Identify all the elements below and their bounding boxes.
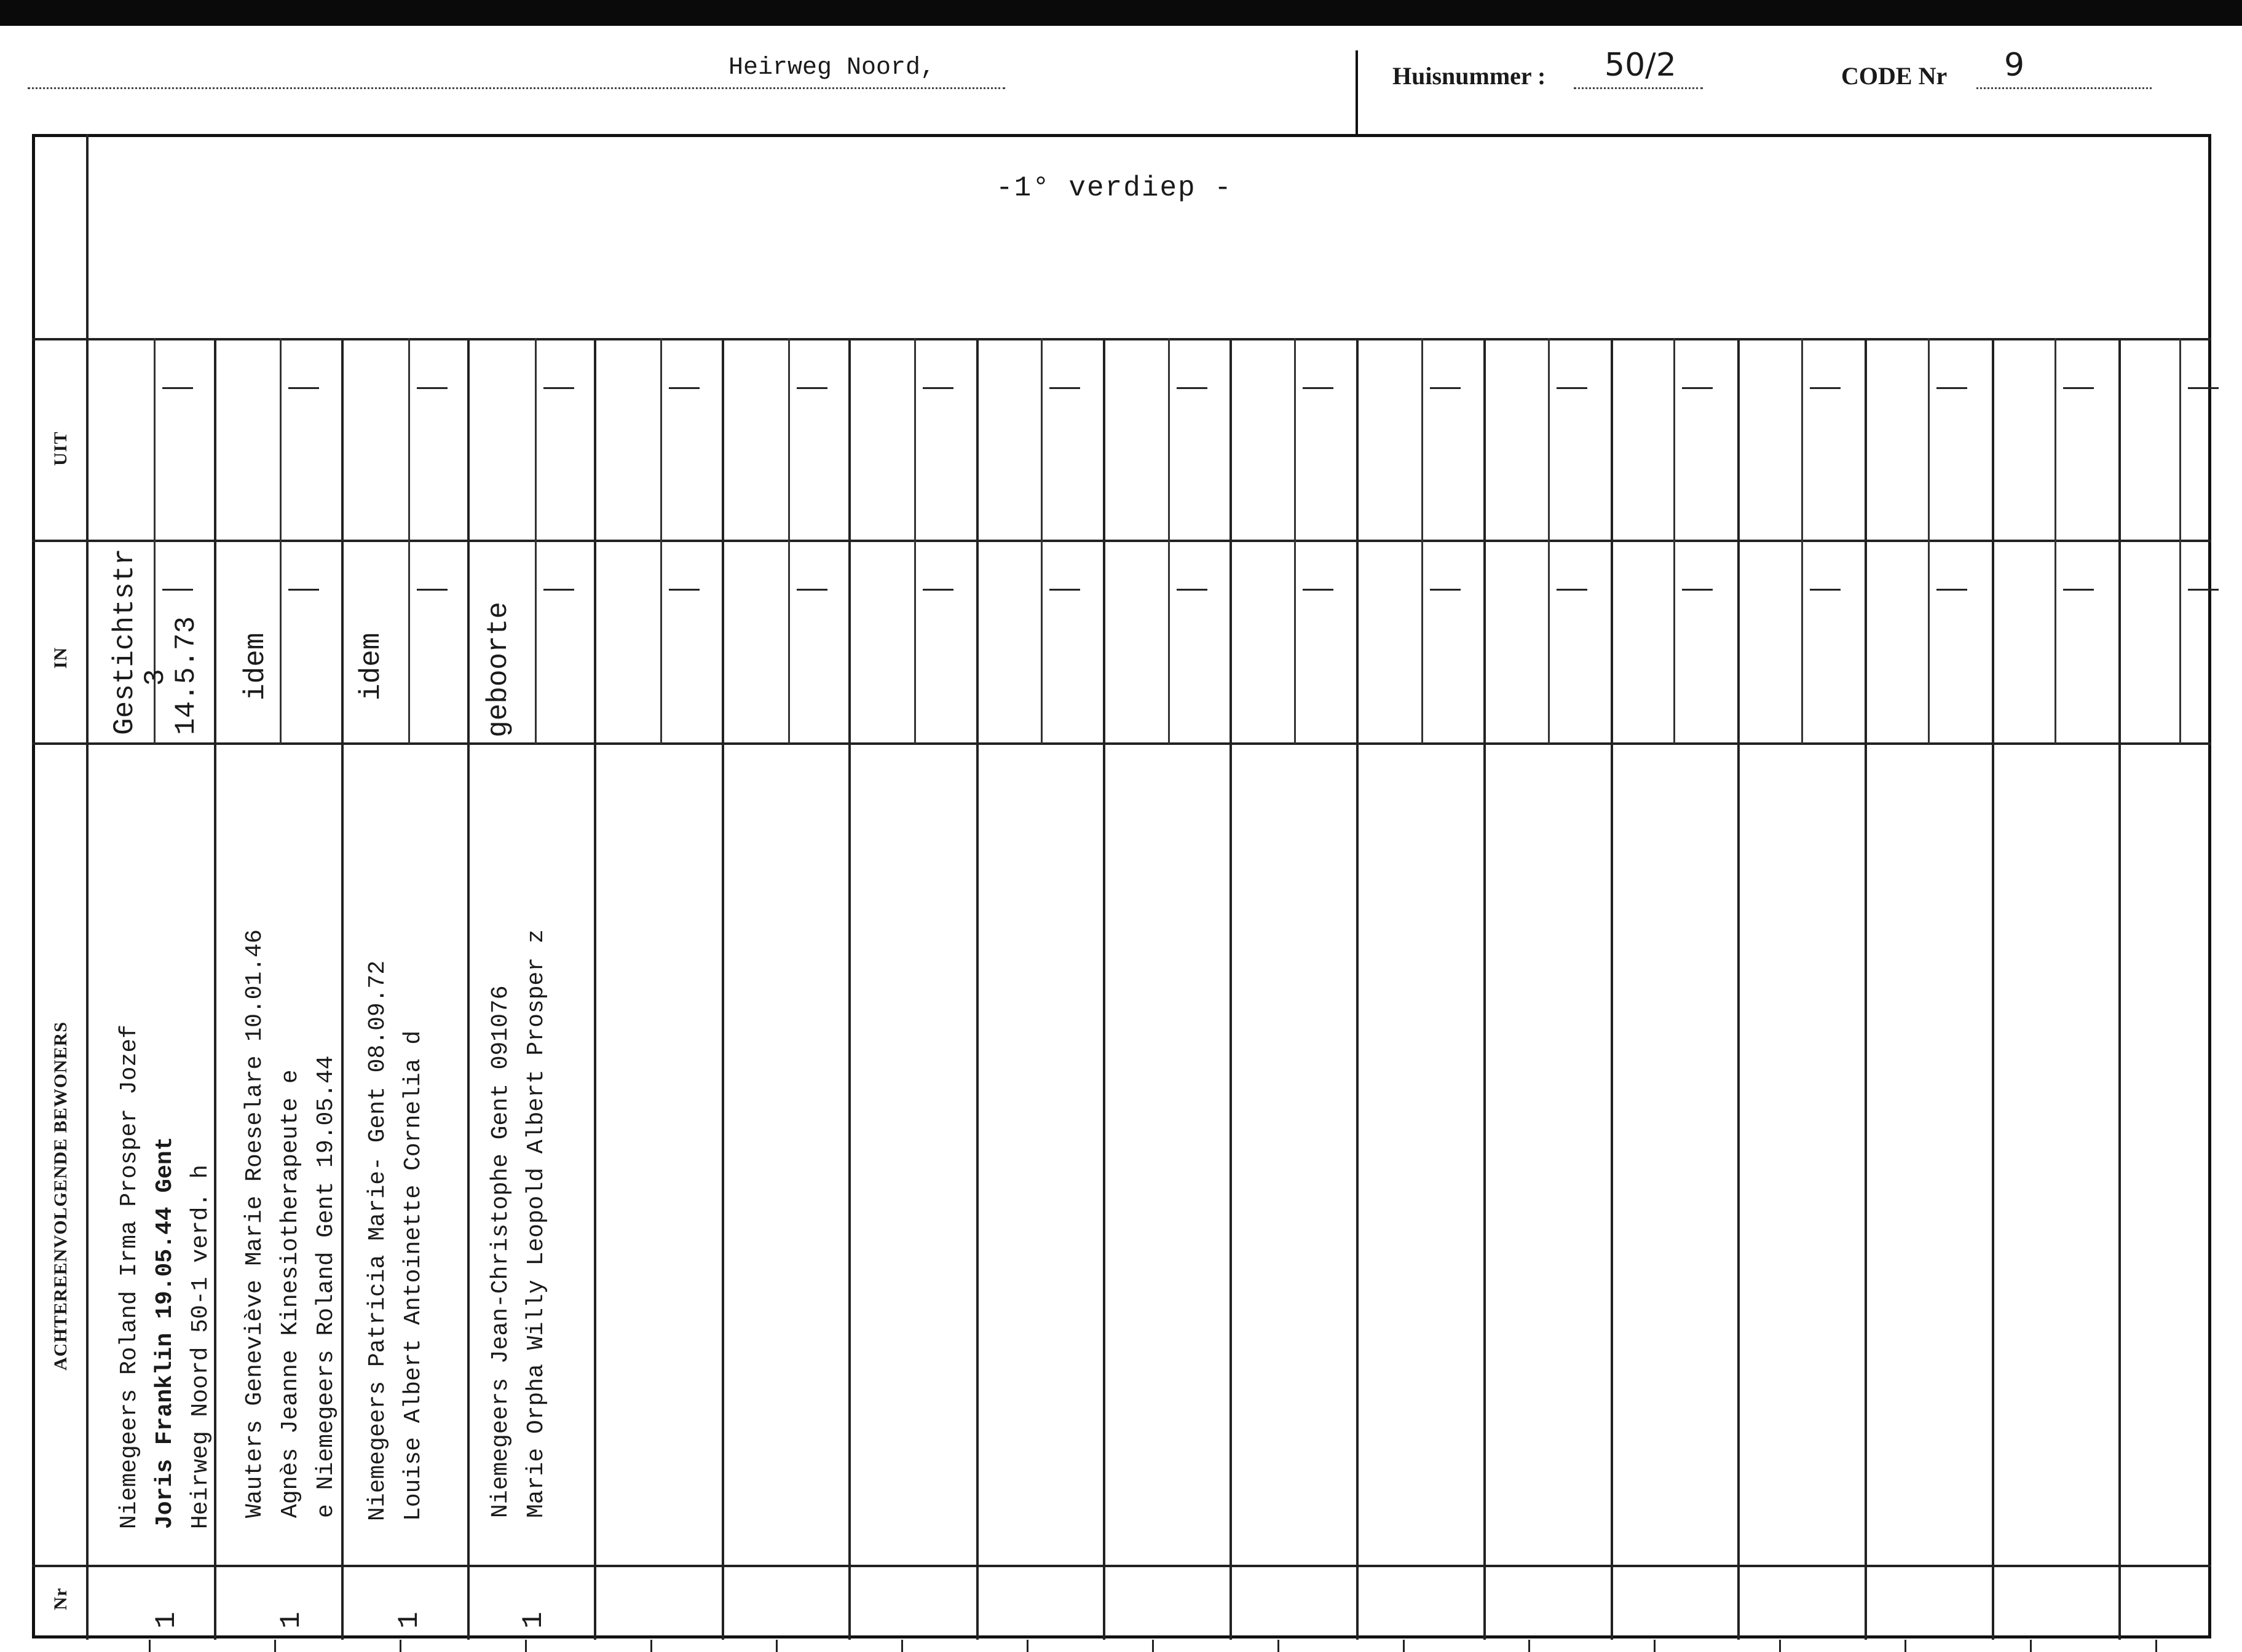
floor-title: -1° verdiep - bbox=[996, 172, 1233, 204]
sub-column-line-13 bbox=[1673, 338, 1675, 744]
uit-dash-14 bbox=[1810, 387, 1841, 389]
bottom-tick-17 bbox=[2155, 1640, 2157, 1652]
bottom-tick-9 bbox=[1152, 1640, 1154, 1652]
bottom-tick-12 bbox=[1528, 1640, 1530, 1652]
uit-dash-12 bbox=[1557, 387, 1587, 389]
nr-top-line bbox=[32, 1565, 2211, 1567]
uit-dash-11 bbox=[1430, 387, 1461, 389]
in-top-line bbox=[32, 540, 2211, 542]
resident-1-nr: 1 bbox=[151, 1611, 183, 1629]
sub-column-line-12 bbox=[1548, 338, 1550, 744]
in-dash-13 bbox=[1682, 589, 1713, 591]
uit-dash-17 bbox=[2188, 387, 2219, 389]
register-frame bbox=[32, 134, 2211, 1638]
code-value: 9 bbox=[2004, 47, 2025, 84]
uit-dash-13 bbox=[1682, 387, 1713, 389]
sub-column-line-17 bbox=[2179, 338, 2181, 744]
bottom-tick-6 bbox=[776, 1640, 778, 1652]
resident-4-in: geboorte bbox=[483, 602, 515, 738]
sub-column-line-16 bbox=[2055, 338, 2056, 744]
street-dotted-line bbox=[28, 87, 1005, 89]
column-line-15 bbox=[1992, 338, 1994, 1640]
in-dash-3 bbox=[417, 589, 448, 591]
sub-column-line-5 bbox=[660, 338, 662, 744]
resident-1-in: Gestichtstr 3 14.5.73 bbox=[109, 548, 202, 735]
uit-dash-1 bbox=[162, 387, 193, 389]
sub-column-line-9 bbox=[1168, 338, 1170, 744]
uit-label: UIT bbox=[50, 431, 71, 466]
in-label: IN bbox=[50, 647, 71, 669]
sub-column-line-7 bbox=[914, 338, 916, 744]
nr-label: Nr bbox=[50, 1587, 71, 1610]
resident-1-entry: Niemegeers Roland Irma Prosper Jozef Joris Franklin 19.05.44 Gent Heirweg Noord 50-1 verd. h bbox=[116, 1025, 214, 1529]
in-dash-8 bbox=[1049, 589, 1080, 591]
resident-4-entry: Niemegeers Jean-Christophe Gent 091076 Marie Orpha Willy Leopold Albert Prosper z bbox=[487, 929, 550, 1518]
sub-column-line-8 bbox=[1041, 338, 1043, 744]
in-dash-6 bbox=[797, 589, 827, 591]
in-dash-15 bbox=[1936, 589, 1967, 591]
huisnummer-value: 50/2 bbox=[1605, 47, 1676, 84]
column-line-11 bbox=[1483, 338, 1486, 1640]
bottom-tick-1 bbox=[149, 1640, 151, 1652]
bottom-tick-8 bbox=[1027, 1640, 1028, 1652]
top-scan-border bbox=[0, 0, 2242, 26]
bewoners-top-line bbox=[32, 742, 2211, 745]
column-line-8 bbox=[1103, 338, 1105, 1640]
code-dotted-line bbox=[1976, 87, 2152, 89]
uit-top-line bbox=[32, 338, 2211, 340]
uit-dash-8 bbox=[1049, 387, 1080, 389]
bottom-tick-2 bbox=[274, 1640, 276, 1652]
column-line-13 bbox=[1737, 338, 1740, 1640]
bottom-tick-5 bbox=[650, 1640, 652, 1652]
huisnummer-label: Huisnummer : bbox=[1392, 62, 1546, 90]
in-dash-9 bbox=[1177, 589, 1207, 591]
uit-dash-3 bbox=[417, 387, 448, 389]
column-line-7 bbox=[976, 338, 979, 1640]
bottom-tick-10 bbox=[1277, 1640, 1279, 1652]
column-line-9 bbox=[1230, 338, 1232, 1640]
bewoners-label: ACHTEREENVOLGENDE BEWONERS bbox=[50, 1021, 71, 1371]
column-line-16 bbox=[2118, 338, 2121, 1640]
sub-column-line-10 bbox=[1294, 338, 1296, 744]
in-dash-10 bbox=[1303, 589, 1333, 591]
sub-column-line-15 bbox=[1928, 338, 1930, 744]
bottom-tick-11 bbox=[1403, 1640, 1405, 1652]
sub-column-line-14 bbox=[1801, 338, 1803, 744]
uit-dash-15 bbox=[1936, 387, 1967, 389]
bottom-tick-3 bbox=[400, 1640, 401, 1652]
in-dash-17 bbox=[2188, 589, 2219, 591]
resident-4-nr: 1 bbox=[518, 1611, 550, 1629]
bottom-tick-16 bbox=[2030, 1640, 2032, 1652]
in-dash-11 bbox=[1430, 589, 1461, 591]
in-dash-2 bbox=[288, 589, 319, 591]
uit-dash-2 bbox=[288, 387, 319, 389]
uit-dash-7 bbox=[923, 387, 953, 389]
column-line-12 bbox=[1611, 338, 1613, 1640]
in-dash-16 bbox=[2063, 589, 2094, 591]
column-line-3 bbox=[467, 338, 470, 1640]
sub-column-line-3 bbox=[408, 338, 410, 744]
sub-column-line-2 bbox=[280, 338, 282, 744]
resident-3-entry: Niemegeers Patricia Marie- Gent 08.09.72 Louise Albert Antoinette Cornelia d bbox=[365, 960, 427, 1521]
column-line-6 bbox=[848, 338, 851, 1640]
resident-2-entry: Wauters Geneviève Marie Roeselare 10.01.46 Agnès Jeanne Kinesiotherapeute e e Niemegeers Roland Gent 19.05.44 bbox=[242, 929, 339, 1518]
uit-dash-16 bbox=[2063, 387, 2094, 389]
column-line-14 bbox=[1865, 338, 1867, 1640]
in-dash-7 bbox=[923, 589, 953, 591]
street-name: Heirweg Noord, bbox=[728, 54, 936, 82]
in-dash-4 bbox=[543, 589, 574, 591]
sub-column-line-4 bbox=[535, 338, 537, 744]
in-dash-5 bbox=[669, 589, 700, 591]
bottom-tick-7 bbox=[901, 1640, 903, 1652]
resident-3-nr: 1 bbox=[393, 1611, 425, 1629]
uit-dash-5 bbox=[669, 387, 700, 389]
uit-dash-4 bbox=[543, 387, 574, 389]
sub-column-line-11 bbox=[1421, 338, 1423, 744]
bottom-tick-14 bbox=[1779, 1640, 1781, 1652]
label-column-line bbox=[86, 134, 89, 1640]
sub-column-line-6 bbox=[788, 338, 790, 744]
uit-dash-10 bbox=[1303, 387, 1333, 389]
bottom-tick-4 bbox=[525, 1640, 527, 1652]
code-label: CODE Nr bbox=[1841, 62, 1948, 90]
uit-dash-9 bbox=[1177, 387, 1207, 389]
resident-2-nr: 1 bbox=[275, 1611, 307, 1629]
in-dash-12 bbox=[1557, 589, 1587, 591]
header-separator bbox=[1356, 50, 1358, 135]
column-line-4 bbox=[594, 338, 596, 1640]
huisnummer-dotted-line bbox=[1574, 87, 1703, 89]
column-line-5 bbox=[722, 338, 724, 1640]
bottom-tick-13 bbox=[1654, 1640, 1656, 1652]
bottom-tick-15 bbox=[1905, 1640, 1906, 1652]
resident-2-in: idem bbox=[240, 632, 272, 701]
resident-3-in: idem bbox=[355, 632, 387, 701]
in-dash-14 bbox=[1810, 589, 1841, 591]
column-line-10 bbox=[1356, 338, 1359, 1640]
uit-dash-6 bbox=[797, 387, 827, 389]
